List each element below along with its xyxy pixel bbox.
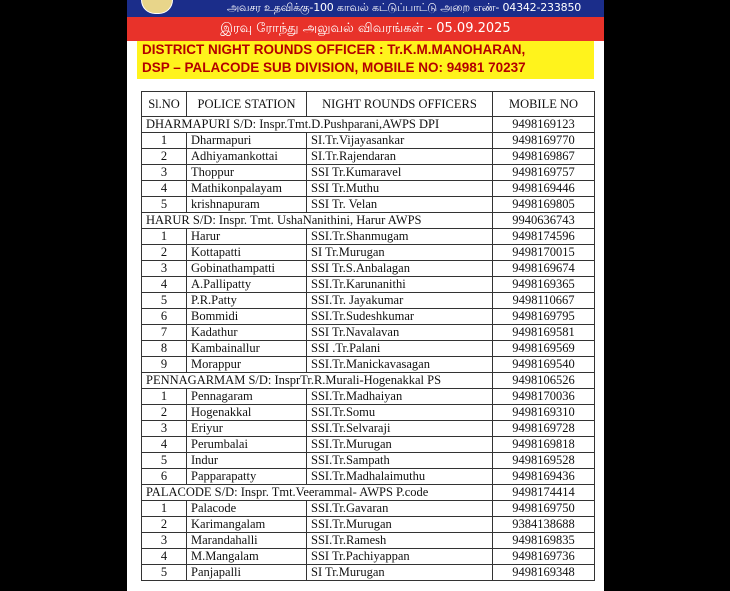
station-cell: Kambainallur — [187, 341, 307, 357]
sl-cell: 1 — [142, 133, 187, 149]
station-cell: Marandahalli — [187, 533, 307, 549]
mobile-cell: 9498169818 — [493, 437, 595, 453]
page-title: இரவு ரோந்து அலுவல் விவரங்கள் - 05.09.2025 — [220, 21, 511, 36]
sl-cell: 4 — [142, 549, 187, 565]
group-mobile: 9498169123 — [493, 117, 595, 133]
sl-cell: 3 — [142, 533, 187, 549]
mobile-cell: 9498169348 — [493, 565, 595, 581]
mobile-cell: 9498169310 — [493, 405, 595, 421]
sl-cell: 4 — [142, 277, 187, 293]
sl-cell: 5 — [142, 293, 187, 309]
sl-cell: 2 — [142, 405, 187, 421]
group-row — [142, 213, 595, 229]
sl-cell: 9 — [142, 357, 187, 373]
station-cell: Panjapalli — [187, 565, 307, 581]
station-cell: krishnapuram — [187, 197, 307, 213]
table-row — [142, 357, 595, 373]
table-row — [142, 261, 595, 277]
table-row — [142, 197, 595, 213]
group-mobile: 9498174414 — [493, 485, 595, 501]
station-cell: Indur — [187, 453, 307, 469]
group-label: PALACODE S/D: Inspr. Tmt.Veerammal- AWPS P.code — [142, 485, 493, 501]
table-row — [142, 517, 595, 533]
mobile-cell: 9498169446 — [493, 181, 595, 197]
mobile-cell: 9498169805 — [493, 197, 595, 213]
mobile-cell: 9498169365 — [493, 277, 595, 293]
group-label: HARUR S/D: Inspr. Tmt. UshaNanithini, Harur AWPS — [142, 213, 493, 229]
officer-cell: SSI.Tr.Murugan — [307, 517, 493, 533]
sl-cell: 6 — [142, 469, 187, 485]
station-cell: Palacode — [187, 501, 307, 517]
station-cell: Kadathur — [187, 325, 307, 341]
group-row — [142, 373, 595, 389]
table-row — [142, 149, 595, 165]
station-cell: Mathikonpalayam — [187, 181, 307, 197]
mobile-cell: 9498169770 — [493, 133, 595, 149]
station-cell: Dharmapuri — [187, 133, 307, 149]
mobile-cell: 9498169835 — [493, 533, 595, 549]
mobile-cell: 9498169528 — [493, 453, 595, 469]
mobile-cell: 9498174596 — [493, 229, 595, 245]
sl-cell: 2 — [142, 149, 187, 165]
station-cell: M.Mangalam — [187, 549, 307, 565]
officer-cell: SSI.Tr.Murugan — [307, 437, 493, 453]
officer-cell: SSI.Tr.Shanmugam — [307, 229, 493, 245]
officer-cell: SI Tr.Murugan — [307, 565, 493, 581]
sl-cell: 5 — [142, 453, 187, 469]
district-officer-banner — [137, 41, 594, 79]
group-mobile: 9498106526 — [493, 373, 595, 389]
table-row — [142, 469, 595, 485]
table-row — [142, 549, 595, 565]
sl-cell: 1 — [142, 229, 187, 245]
group-row — [142, 485, 595, 501]
officer-cell: SSI.Tr.Somu — [307, 405, 493, 421]
officer-cell: SSI Tr. Velan — [307, 197, 493, 213]
night-rounds-table — [141, 91, 595, 581]
officer-cell: SSI Tr.Pachiyappan — [307, 549, 493, 565]
officer-cell: SI.Tr.Rajendaran — [307, 149, 493, 165]
station-cell: Bommidi — [187, 309, 307, 325]
officer-cell: SSI.Tr.Sudeshkumar — [307, 309, 493, 325]
station-cell: Papparapatty — [187, 469, 307, 485]
station-cell: A.Pallipatty — [187, 277, 307, 293]
sl-cell: 1 — [142, 389, 187, 405]
officer-cell: SSI .Tr.Palani — [307, 341, 493, 357]
district-officer-line-2: DSP – PALACODE SUB DIVISION, MOBILE NO: 94981 70237 — [142, 60, 526, 75]
officer-cell: SSI.Tr.Madhalaimuthu — [307, 469, 493, 485]
mobile-cell: 9498169569 — [493, 341, 595, 357]
group-label: DHARMAPURI S/D: Inspr.Tmt.D.Pushparani,AWPS DPI — [142, 117, 493, 133]
officer-cell: SI Tr.Murugan — [307, 245, 493, 261]
officer-cell: SSI.Tr.Madhaiyan — [307, 389, 493, 405]
table-row — [142, 181, 595, 197]
station-cell: Adhiyamankottai — [187, 149, 307, 165]
table-row — [142, 309, 595, 325]
mobile-cell: 9498169728 — [493, 421, 595, 437]
officer-cell: SSI Tr.Muthu — [307, 181, 493, 197]
group-row — [142, 117, 595, 133]
mobile-cell: 9498169581 — [493, 325, 595, 341]
sl-cell: 6 — [142, 309, 187, 325]
station-cell: Hogenakkal — [187, 405, 307, 421]
mobile-cell: 9498169736 — [493, 549, 595, 565]
table-row — [142, 277, 595, 293]
table-row — [142, 293, 595, 309]
table-row — [142, 453, 595, 469]
mobile-cell: 9498169795 — [493, 309, 595, 325]
station-cell: Gobinathampatti — [187, 261, 307, 277]
sl-cell: 2 — [142, 245, 187, 261]
station-cell: Eriyur — [187, 421, 307, 437]
table-row — [142, 165, 595, 181]
mobile-cell: 9384138688 — [493, 517, 595, 533]
officer-cell: SSI.Tr. Jayakumar — [307, 293, 493, 309]
table-row — [142, 389, 595, 405]
table-row — [142, 437, 595, 453]
table-body — [142, 117, 595, 581]
sl-cell: 4 — [142, 181, 187, 197]
table-row — [142, 133, 595, 149]
officer-cell: SSI.Tr.Gavaran — [307, 501, 493, 517]
station-cell: Karimangalam — [187, 517, 307, 533]
officer-cell: SSI.Tr.Sampath — [307, 453, 493, 469]
helpline-bar — [127, 0, 604, 17]
sl-cell: 4 — [142, 437, 187, 453]
sl-cell: 3 — [142, 261, 187, 277]
mobile-cell: 9498170015 — [493, 245, 595, 261]
night-rounds-sheet — [127, 0, 604, 591]
sl-cell: 3 — [142, 421, 187, 437]
station-cell: Thoppur — [187, 165, 307, 181]
column-header-mobile: MOBILE NO — [493, 92, 595, 117]
officer-cell: SSI.Tr.Manickavasagan — [307, 357, 493, 373]
officer-cell: SSI Tr.S.Anbalagan — [307, 261, 493, 277]
sl-cell: 8 — [142, 341, 187, 357]
officer-cell: SSI Tr.Navalavan — [307, 325, 493, 341]
group-label: PENNAGARMAM S/D: InsprTr.R.Murali-Hogenakkal PS — [142, 373, 493, 389]
mobile-cell: 9498169436 — [493, 469, 595, 485]
officer-cell: SSI.Tr.Ramesh — [307, 533, 493, 549]
table-row — [142, 229, 595, 245]
mobile-cell: 9498169867 — [493, 149, 595, 165]
station-cell: Morappur — [187, 357, 307, 373]
station-cell: Harur — [187, 229, 307, 245]
mobile-cell: 9498110667 — [493, 293, 595, 309]
table-row — [142, 533, 595, 549]
column-header-officers: NIGHT ROUNDS OFFICERS — [307, 92, 493, 117]
title-bar — [127, 17, 604, 41]
district-officer-line-1: DISTRICT NIGHT ROUNDS OFFICER : Tr.K.M.MANOHARAN, — [142, 42, 526, 57]
mobile-cell: 9498169750 — [493, 501, 595, 517]
column-header-sl: Sl.NO — [142, 92, 187, 117]
sl-cell: 5 — [142, 565, 187, 581]
police-emblem-icon — [141, 0, 173, 14]
table-header-row — [142, 92, 595, 117]
table-row — [142, 405, 595, 421]
station-cell: Perumbalai — [187, 437, 307, 453]
mobile-cell: 9498170036 — [493, 389, 595, 405]
table-row — [142, 565, 595, 581]
table-row — [142, 421, 595, 437]
officer-cell: SSI.Tr.Selvaraji — [307, 421, 493, 437]
sl-cell: 7 — [142, 325, 187, 341]
table-row — [142, 501, 595, 517]
mobile-cell: 9498169757 — [493, 165, 595, 181]
sl-cell: 1 — [142, 501, 187, 517]
station-cell: Kottapatti — [187, 245, 307, 261]
officer-cell: SSI Tr.Kumaravel — [307, 165, 493, 181]
officer-cell: SSI.Tr.Karunanithi — [307, 277, 493, 293]
table-row — [142, 341, 595, 357]
mobile-cell: 9498169674 — [493, 261, 595, 277]
mobile-cell: 9498169540 — [493, 357, 595, 373]
officer-cell: SI.Tr.Vijayasankar — [307, 133, 493, 149]
sl-cell: 2 — [142, 517, 187, 533]
helpline-text: அவசர உதவிக்கு-100 காவல் கட்டுப்பாட்டு அறை எண்- 04342-233850 — [227, 1, 582, 14]
sl-cell: 5 — [142, 197, 187, 213]
station-cell: Pennagaram — [187, 389, 307, 405]
table-row — [142, 325, 595, 341]
group-mobile: 9940636743 — [493, 213, 595, 229]
table-row — [142, 245, 595, 261]
station-cell: P.R.Patty — [187, 293, 307, 309]
column-header-station: POLICE STATION — [187, 92, 307, 117]
sl-cell: 3 — [142, 165, 187, 181]
